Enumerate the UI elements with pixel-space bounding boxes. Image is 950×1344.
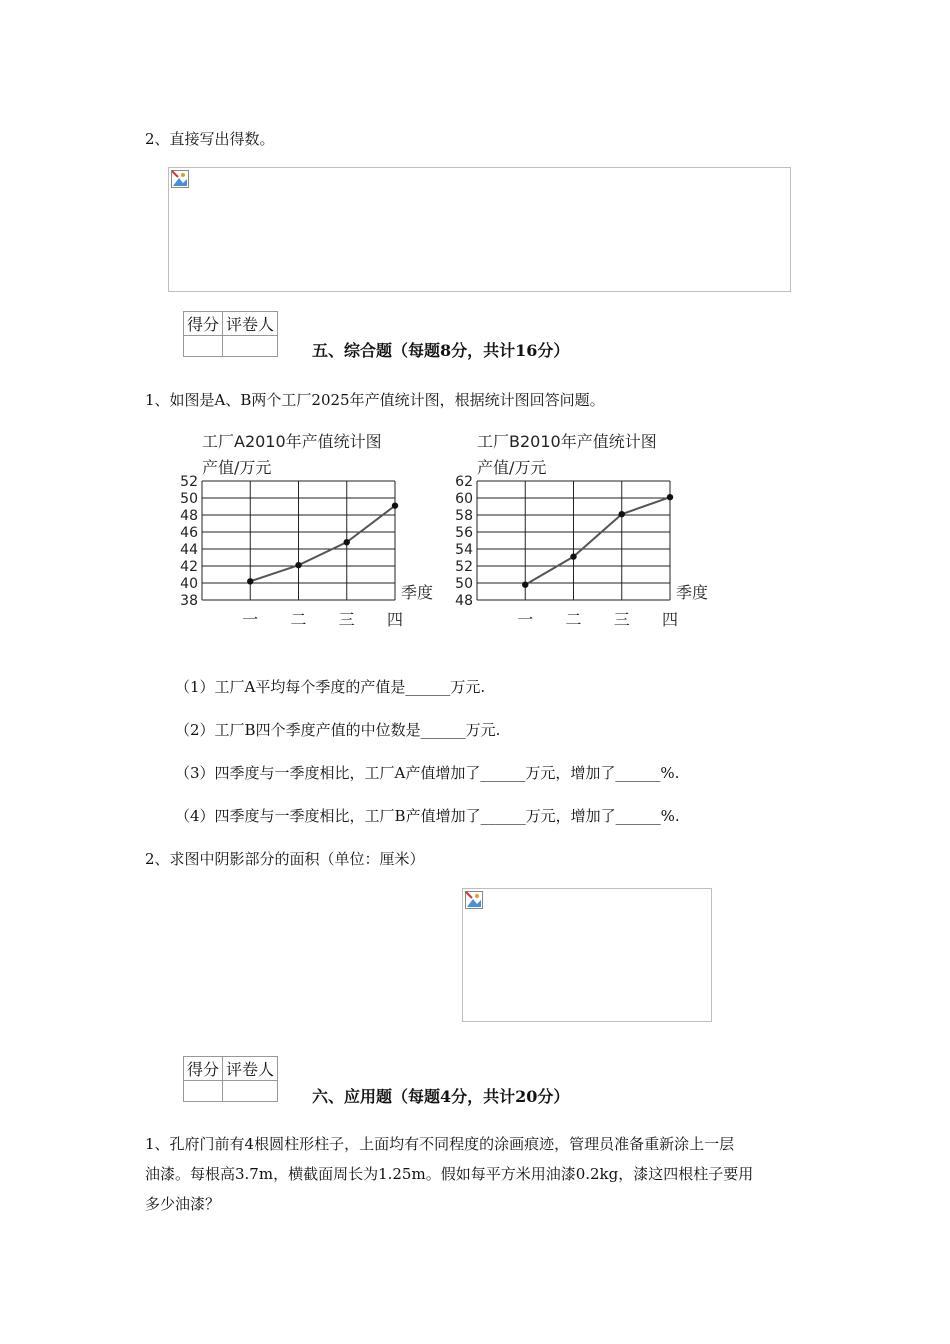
series-line	[525, 497, 670, 585]
question-line: 多少油漆？	[145, 1195, 221, 1213]
question-text: 2、求图中阴影部分的面积（单位：厘米）	[145, 850, 425, 868]
y-tick-label: 62	[455, 474, 473, 490]
y-tick-label: 40	[180, 576, 198, 592]
y-tick-label: 56	[455, 525, 473, 541]
score-cell[interactable]	[184, 1081, 223, 1102]
data-point	[295, 562, 301, 568]
image-placeholder	[168, 167, 791, 292]
y-tick-label: 44	[180, 542, 198, 558]
sub-question-1: （1）工厂A平均每个季度的产值是______万元.	[175, 678, 486, 696]
y-tick-label: 50	[180, 491, 198, 507]
x-tick-label: 四	[386, 610, 404, 629]
grader-cell[interactable]	[223, 336, 278, 357]
y-axis-label: 产值/万元	[477, 458, 547, 477]
section-heading: 六、应用题（每题4分，共计20分）	[312, 1087, 570, 1106]
x-tick-label: 四	[661, 610, 679, 629]
grader-header: 评卷人	[223, 312, 278, 336]
y-tick-label: 54	[455, 542, 473, 558]
chart-title: 工厂B2010年产值统计图	[477, 432, 657, 451]
x-tick-label: 一	[517, 610, 534, 629]
y-axis-label: 产值/万元	[202, 458, 272, 477]
y-tick-label: 38	[180, 593, 198, 609]
y-tick-label: 58	[455, 508, 473, 524]
data-point	[247, 578, 253, 584]
y-tick-label: 52	[455, 559, 473, 575]
broken-image-icon	[171, 170, 189, 188]
y-tick-label: 48	[455, 593, 473, 609]
x-tick-label: 一	[242, 610, 259, 629]
broken-image-icon	[465, 891, 483, 909]
score-table	[183, 311, 278, 357]
question-line: 1、孔府门前有4根圆柱形柱子，上面均有不同程度的涂画痕迹，管理员准备重新涂上一层	[145, 1135, 735, 1153]
sub-question-3: （3）四季度与一季度相比，工厂A产值增加了______万元，增加了______%.	[175, 764, 680, 782]
section-heading: 五、综合题（每题8分，共计16分）	[312, 341, 570, 360]
data-point	[619, 511, 625, 517]
x-axis-label: 季度	[676, 583, 709, 602]
sub-question-2: （2）工厂B四个季度产值的中位数是______万元.	[175, 721, 501, 739]
series-line	[250, 506, 395, 582]
question-text: 1、如图是A、B两个工厂2025年产值统计图，根据统计图回答问题。	[145, 391, 605, 409]
x-tick-label: 三	[338, 610, 355, 629]
score-header: 得分	[184, 1057, 223, 1081]
sub-question-4: （4）四季度与一季度相比，工厂B产值增加了______万元，增加了______%.	[175, 807, 680, 825]
score-header: 得分	[184, 312, 223, 336]
x-tick-label: 三	[613, 610, 630, 629]
data-point	[344, 539, 350, 545]
chart-factory-b	[445, 425, 725, 635]
question-line: 油漆。每根高3.7m，横截面周长为1.25m。假如每平方米用油漆0.2kg，漆这四根柱子要用	[145, 1165, 754, 1183]
x-tick-label: 二	[565, 610, 582, 629]
y-tick-label: 50	[455, 576, 473, 592]
question-label: 2、直接写出得数。	[145, 130, 275, 148]
grader-header: 评卷人	[223, 1057, 278, 1081]
y-tick-label: 52	[180, 474, 198, 490]
data-point	[667, 494, 673, 500]
data-point	[392, 502, 398, 508]
chart-title: 工厂A2010年产值统计图	[202, 432, 382, 451]
y-tick-label: 46	[180, 525, 198, 541]
question-text	[145, 1129, 815, 1219]
data-point	[522, 582, 528, 588]
score-table	[183, 1056, 278, 1102]
chart-factory-a	[170, 425, 450, 635]
x-axis-label: 季度	[401, 583, 434, 602]
score-cell[interactable]	[184, 336, 223, 357]
data-point	[570, 553, 576, 559]
x-tick-label: 二	[290, 610, 307, 629]
y-tick-label: 42	[180, 559, 198, 575]
y-tick-label: 60	[455, 491, 473, 507]
image-placeholder	[462, 888, 712, 1022]
y-tick-label: 48	[180, 508, 198, 524]
grader-cell[interactable]	[223, 1081, 278, 1102]
